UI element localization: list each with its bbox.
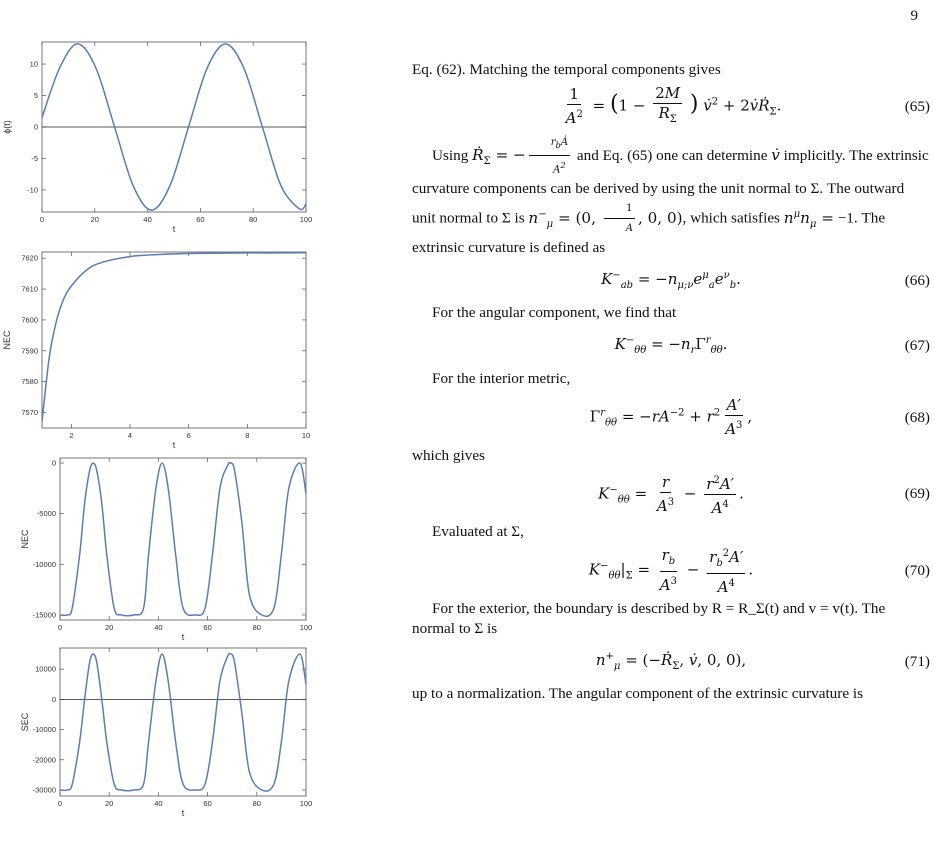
y-tick-label: -5 — [31, 153, 38, 163]
x-tick-label: 10 — [301, 431, 311, 440]
p2-d: , which satisfies — [682, 209, 780, 227]
plot-frame — [60, 458, 306, 620]
x-tick-label: 20 — [105, 623, 114, 632]
x-tick-label: 20 — [105, 799, 114, 808]
x-tick-label: 0 — [39, 215, 45, 224]
y-tick-label: 7610 — [21, 284, 38, 294]
equation-65-tag: (65) — [904, 97, 930, 115]
paragraph-6: Evaluated at Σ, — [432, 523, 524, 541]
x-tick-label: 2 — [69, 431, 74, 440]
x-tick-label: 100 — [299, 799, 313, 808]
p2-a: Using — [432, 146, 469, 164]
equation-70-tag: (70) — [904, 561, 930, 579]
chart-1 — [2, 42, 312, 234]
y-axis-label: SEC — [20, 712, 30, 732]
paragraph-1: Eq. (62). Matching the temporal components gives — [412, 61, 721, 78]
y-tick-label: -10000 — [32, 725, 56, 735]
y-tick-label: 7570 — [21, 408, 38, 418]
p2-e: −1. The extrinsic curvature is defined as — [412, 209, 886, 257]
equation-68-tag: (68) — [904, 408, 930, 426]
y-tick-label: 7600 — [21, 315, 38, 325]
x-axis-label: t — [181, 632, 185, 642]
chart-3 — [20, 458, 312, 642]
x-tick-label: 6 — [186, 431, 191, 440]
y-tick-label: 7620 — [21, 253, 38, 263]
plot-frame — [60, 648, 306, 796]
x-tick-label: 100 — [299, 623, 313, 632]
series-line — [60, 463, 306, 617]
plot-frame — [42, 252, 306, 428]
equation-65: $\frac{1}{A^2}$ = (1 − $\frac{2M}{R_\Sigma}$ ) v̇$^2$ + 2v̇Ṙ$_\Sigma$. (65) — [565, 84, 930, 127]
equation-69: $K^-_{\theta\theta}$ = $\frac{r}{A^3}$ − $\frac{r^2A'}{A^4}$ . (69) — [598, 472, 930, 517]
equation-66-tag: (66) — [904, 271, 930, 289]
y-tick-label: 10 — [29, 59, 38, 69]
paragraph-5: which gives — [412, 446, 485, 464]
x-tick-label: 40 — [154, 623, 163, 632]
x-axis-label: t — [172, 224, 176, 234]
x-tick-label: 80 — [252, 623, 261, 632]
y-axis-label: NEC — [20, 529, 30, 549]
y-axis-label: NEC — [2, 330, 12, 350]
x-tick-label: 80 — [252, 799, 261, 808]
paragraph-3: For the angular component, we find that — [432, 303, 677, 321]
x-axis-label: t — [172, 440, 176, 450]
y-tick-label: 10000 — [35, 664, 56, 674]
x-tick-label: 60 — [196, 215, 205, 224]
series-line — [42, 253, 306, 422]
chart-2 — [2, 252, 310, 450]
x-tick-label: 100 — [299, 215, 313, 224]
equation-70: $K^-_{\theta\theta}|_\Sigma$ = $\frac{r_b}{A^3}$ − $\frac{r_b^2A'}{A^4}$ . (70) — [588, 546, 930, 597]
y-tick-label: -10000 — [32, 559, 56, 569]
x-tick-label: 0 — [57, 799, 63, 808]
x-tick-label: 60 — [203, 799, 212, 808]
y-tick-label: 7590 — [21, 346, 38, 356]
x-tick-label: 40 — [154, 799, 163, 808]
x-tick-label: 80 — [249, 215, 258, 224]
text-column — [412, 60, 930, 704]
y-tick-label: 0 — [51, 694, 56, 704]
paragraph-4: For the interior metric, — [432, 370, 571, 388]
series-line — [60, 653, 306, 791]
x-tick-label: 4 — [127, 431, 133, 440]
y-tick-label: -15000 — [32, 610, 56, 620]
x-tick-label: 60 — [203, 623, 212, 632]
y-axis-label: ϕ(t) — [2, 120, 12, 134]
equation-67-tag: (67) — [904, 337, 930, 355]
x-tick-label: 0 — [57, 623, 63, 632]
y-tick-label: 5 — [33, 91, 38, 101]
chart-4 — [20, 648, 312, 818]
equation-71-tag: (71) — [904, 652, 930, 670]
y-tick-label: 0 — [33, 122, 38, 132]
equation-68: $\Gamma^r_{\theta\theta} = -rA^{-2} + r^2$ $\frac{A'}{A^3}$ , (68) — [589, 396, 930, 439]
y-tick-label: -20000 — [32, 755, 56, 765]
y-tick-label: -30000 — [32, 785, 56, 795]
y-tick-label: -5000 — [36, 509, 56, 519]
equation-69-tag: (69) — [904, 485, 930, 503]
y-tick-label: -10 — [27, 185, 38, 195]
paragraph-2: Using Ṙ$_\Sigma$ = − $\frac{r_bȦ}{A^2}$ and Eq. (65) one can determine v̇ implicitly. The extrinsic curvature components can be derived by using the unit normal to Σ. The outward unit normal to Σ is $n^-_\mu = (0$, $\frac{1}{A}$ , 0, 0), which satisfies $n^\mu n_\mu = -1$. The extrinsic curvature is defined as — [412, 133, 930, 259]
y-tick-label: 0 — [51, 458, 56, 468]
p2-b: and Eq. (65) one can determine — [576, 146, 768, 164]
x-tick-label: 20 — [90, 215, 99, 224]
p2-c: implicitly. The extrinsic curvature components can be derived by using the unit normal to Σ. The outward unit normal to Σ is — [412, 146, 929, 227]
figure-panel — [0, 40, 360, 818]
x-tick-label: 40 — [143, 215, 152, 224]
paragraph-7: For the exterior, the boundary is described by R = R_Σ(t) and v = v(t). The normal to Σ is — [412, 599, 886, 638]
x-axis-label: t — [181, 808, 185, 818]
y-tick-label: 7580 — [21, 377, 38, 387]
paragraph-8: up to a normalization. The angular component of the extrinsic curvature is — [412, 684, 863, 702]
x-tick-label: 8 — [245, 431, 250, 440]
equation-67: $K^-_{\theta\theta} = -n_r\Gamma^r_{\theta\theta}$. (67) — [614, 335, 930, 357]
equation-66: $K^-_{ab} = -n_{\mu;\nu}e^\mu_ae^\nu_b$. (66) — [601, 269, 930, 291]
equation-71: $n^+_\mu$ = (−Ṙ$_\Sigma$, v̇, 0, 0), (71) — [595, 650, 930, 672]
page-number: 9 — [910, 8, 918, 24]
